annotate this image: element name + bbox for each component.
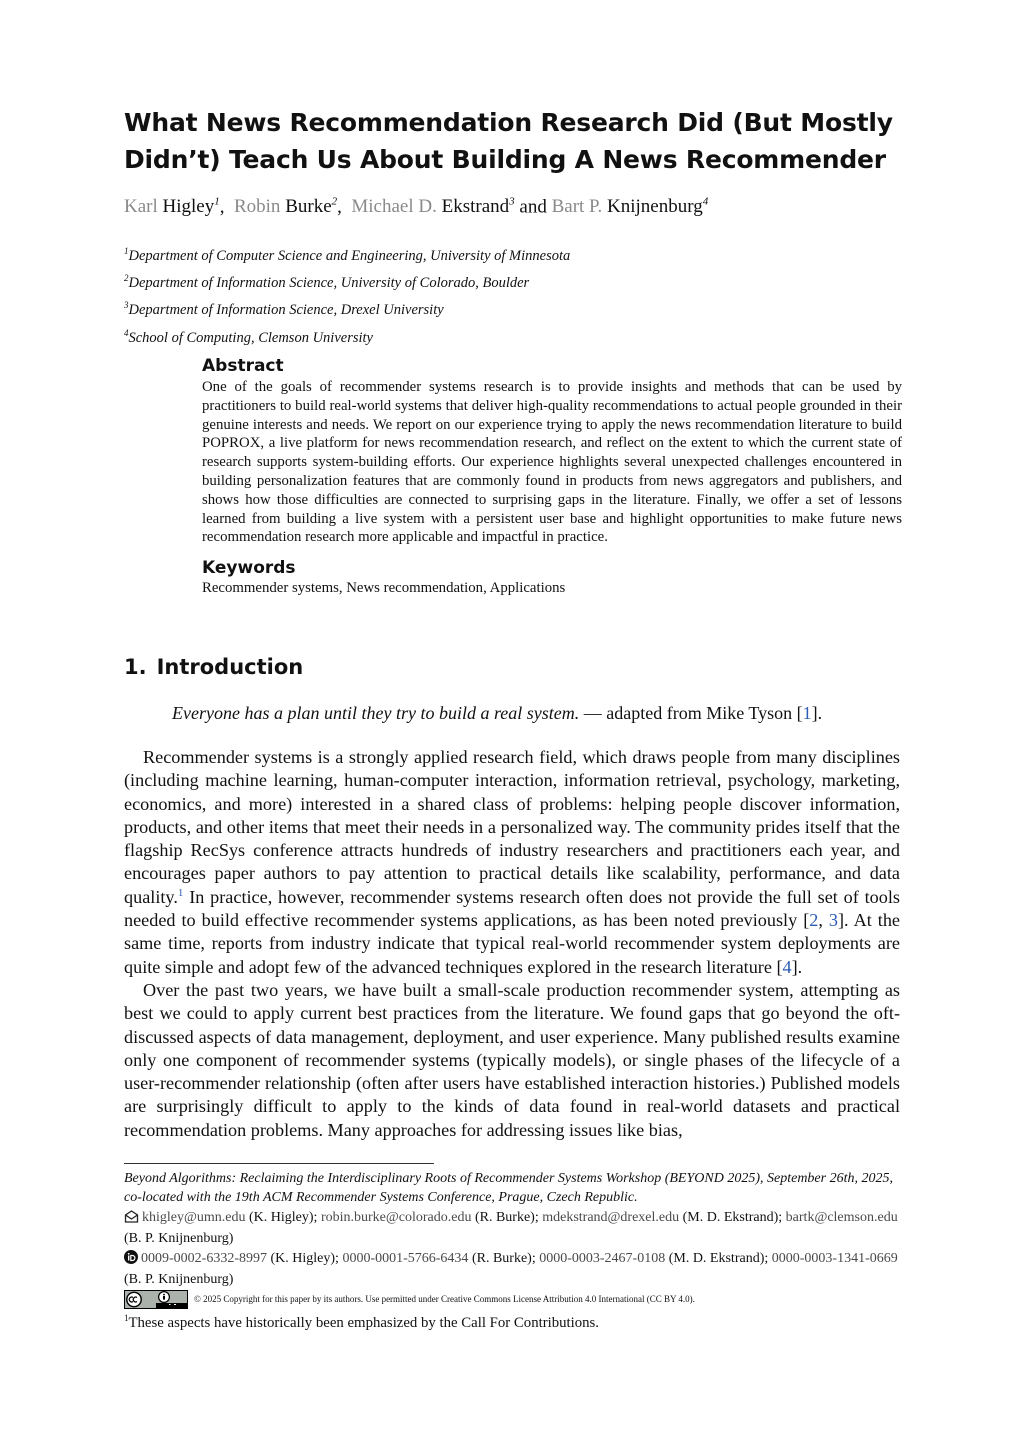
footnotes [124, 1169, 904, 1334]
email-link[interactable]: mdekstrand@drexel.edu [542, 1209, 680, 1225]
keywords-heading: Keywords [202, 558, 296, 578]
license-line [124, 1289, 904, 1309]
author-3: Michael D. Ekstrand$^3$ [351, 196, 515, 218]
paragraph: Recommender systems is a strongly applied research field, which draws people from many disciplines (including machine learning, human-computer interaction, information retrieval, psychology, marketing, economics, and more) interested in a shared class of problems: helping people discover information, products, and other items that meet their needs in a personalized way. The community prides itself that the flagship RecSys conference attracts hundreds of industry researchers and practitioners each year, and encourages paper authors to pay attention to practical details like scalability, performance, and data quality.$^1$ In practice, however, recommender systems research often does not provide the full set of tools needed to build effective recommender systems applications, as has been noted previously [2, 3]. At the same time, reports from industry indicate that typical real-world recommender system deployments are quite simple and adopt few of the advanced techniques explored in the research literature [4]. [124, 747, 900, 977]
citation-link[interactable]: 3 [828, 910, 838, 931]
orcid-link[interactable]: 0009-0002-6332-8997 [141, 1250, 267, 1266]
affiliation: $^3$Department of Information Science, Drexel University [124, 300, 444, 319]
footnote-divider [124, 1163, 434, 1164]
keywords-text: Recommender systems, News recommendation, Applications [202, 580, 566, 596]
author-1: Karl Higley$^1$ [124, 196, 220, 218]
affiliations [124, 240, 570, 349]
footnote-1: $^1$These aspects have historically been emphasized by the Call For Contributions. [124, 1313, 600, 1332]
paragraph: Over the past two years, we have built a small-scale production recommender system, attempting as best we could to apply current best practices from the literature. We found gaps that go beyond the oft-discussed aspects of data management, deployment, and user experience. Many published results examine only one component of recommender systems (typically models), or single phases of the lifecycle of a user-recommender relationship (often after users have established interaction histories.) Published models are surprisingly difficult to apply to the kinds of data found in real-world datasets and practical recommendation problems. Many approaches for addressing issues like bias, [124, 979, 900, 1140]
email-link[interactable]: bartk@clemson.edu [785, 1209, 898, 1225]
footnote-link[interactable]: 1 [177, 886, 184, 899]
orcid-link[interactable]: 0000-0001-5766-6434 [342, 1250, 469, 1266]
abstract-text: One of the goals of recommender systems research is to provide insights and methods that can be used by practitioners to build real-world systems that deliver high-quality recommendations to actual people grounded in their genuine interests and needs. We report on our experience trying to apply the news recommendation literature to build POPROX, a live platform for news recommendation research, and reflect on the extent to which the current state of research supports system-building efforts. Our experience highlights several unexpected challenges encountered in building personalization features that are commonly found in products from news aggregators and publishers, and shows how those difficulties are connected to surprising gaps in the literature. Finally, we offer a set of lessons learned from building a live system with a persistent user base and highlight opportunities to make future news recommendation research more applicable and impactful in practice. [202, 379, 902, 546]
orcid-link[interactable]: 0000-0003-2467-0108 [539, 1250, 666, 1266]
citation-link[interactable]: 4 [782, 956, 792, 977]
orcid-link[interactable]: 0000-0003-1341-0669 [771, 1250, 898, 1266]
cc-by-badge [124, 1290, 188, 1309]
affiliation: $^2$Department of Information Science, University of Colorado, Boulder [124, 273, 530, 292]
epigraph: Everyone has a plan until they try to build a real system. — adapted from Mike Tyson [1]. [172, 703, 823, 723]
affiliation: $^1$Department of Computer Science and Engineering, University of Minnesota [124, 246, 571, 264]
email-link[interactable]: khigley@umn.edu [142, 1209, 246, 1225]
author-list: Karl Higley$^1$, Robin Burke$^2$, Michael D. Ekstrand$^3$ and Bart P. Knijnenburg$^4$ [124, 196, 709, 218]
abstract [202, 356, 902, 547]
section-heading: 1. Introduction [124, 655, 304, 679]
email-link[interactable]: robin.burke@colorado.edu [320, 1209, 472, 1225]
email-line: khigley@umn.edu (K. Higley); robin.burke@colorado.edu (R. Burke); mdekstrand@drexel.edu (M. D. Ekstrand); bartk@clemson.edu (B. P. Knijnenburg) [124, 1209, 898, 1247]
paper-title: What News Recommendation Research Did (But Mostly Didn’t) Teach Us About Building A News Recommender [124, 108, 893, 174]
author-and: and [519, 196, 547, 218]
keywords [202, 558, 902, 597]
author-2: Robin Burke$^2$ [233, 196, 338, 218]
orcid-line: 0009-0002-6332-8997 (K. Higley); 0000-0001-5766-6434 (R. Burke); 0000-0003-2467-0108 (M. D. Ekstrand); 0000-0003-1341-0669 (B. P. Knijnenburg) [124, 1250, 898, 1288]
body-text [124, 746, 900, 1142]
abstract-heading: Abstract [202, 356, 284, 376]
orcid-icon [124, 1250, 138, 1270]
epigraph-quote: Everyone has a plan until they try to build a real system. [172, 703, 580, 723]
author-4: Bart P. Knijnenburg$^4$ [551, 196, 709, 218]
license-text: © 2025 Copyright for this paper by its authors. Use permitted under Creative Commons License Attribution 4.0 International (CC BY 4.0). [194, 1294, 695, 1305]
citation-link[interactable]: 1 [802, 703, 812, 723]
venue-note: Beyond Algorithms: Reclaiming the Interdisciplinary Roots of Recommender Systems Workshop (BEYOND 2025), September 26th, 2025, co-located with the 19th ACM Recommender Systems Conference, Prague, Czech Republic. [124, 1171, 893, 1206]
email-icon [124, 1210, 139, 1229]
citation-link[interactable]: 2 [809, 910, 819, 931]
affiliation: $^4$School of Computing, Clemson University [124, 327, 373, 346]
